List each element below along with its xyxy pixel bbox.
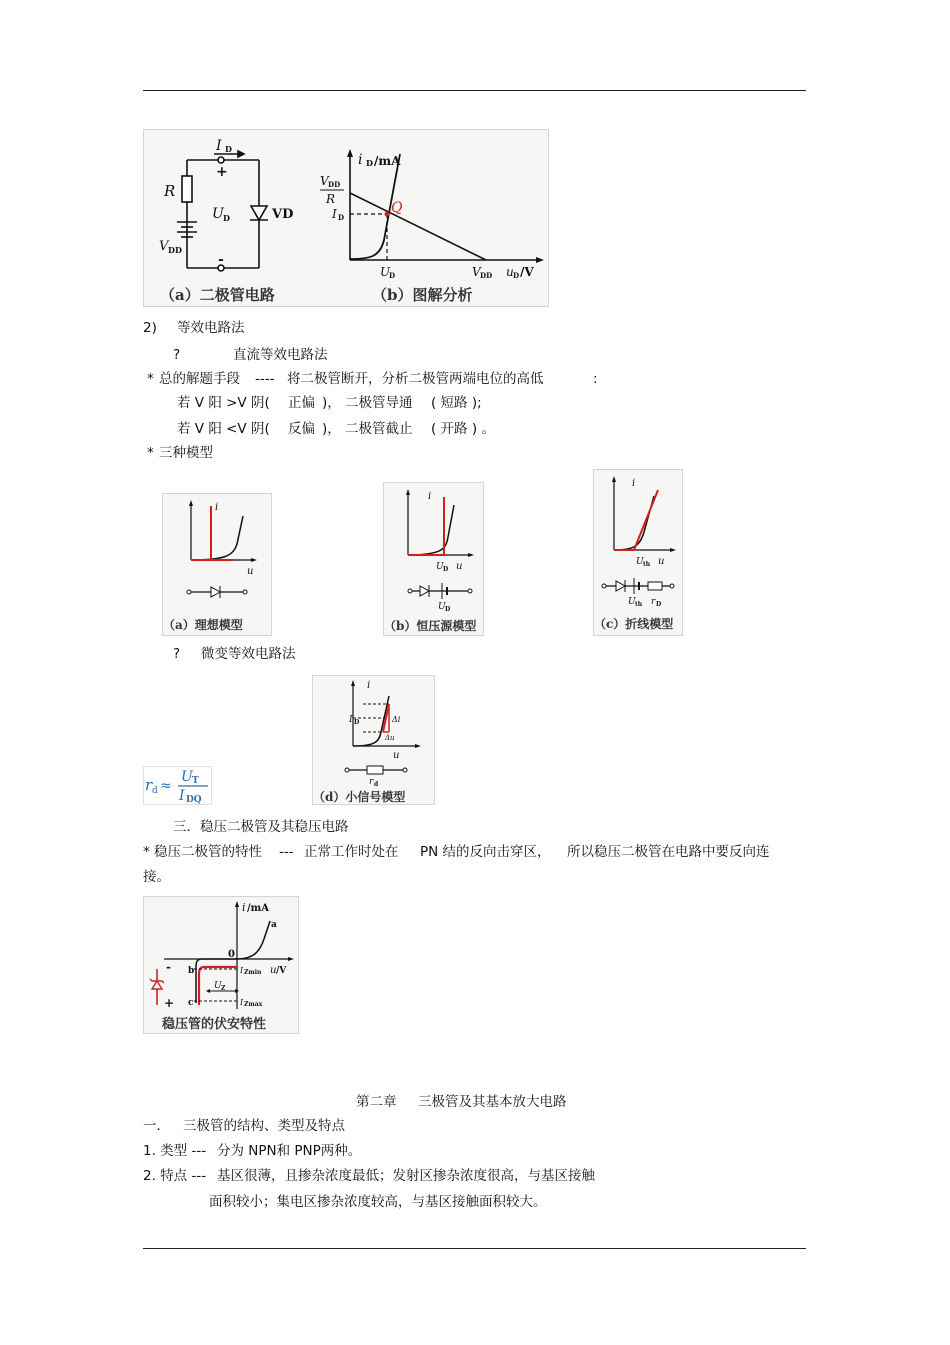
source-sub: DD — [168, 245, 182, 255]
piecewise-linear-model-drawing — [594, 470, 682, 635]
zener-section-title: 三．稳压二极管及其稳压电路 — [173, 819, 349, 835]
zener-text-e: 接。 — [143, 869, 170, 885]
method-star: * — [147, 371, 154, 387]
zener-origin-label: 0 — [228, 949, 235, 960]
pl-u-label: u — [658, 556, 665, 567]
condition-reverse-a: 若 V 阳 <V 阴( — [177, 421, 270, 437]
zener-plus-label: + — [164, 996, 175, 1010]
zener-izmin-sub: Zmin — [244, 969, 262, 976]
condition-reverse-b: 反偏 — [288, 421, 315, 437]
footer-rule — [143, 1248, 806, 1249]
section-title-equivalent: 等效电路法 — [177, 320, 245, 336]
method-dash: ---- — [255, 371, 275, 387]
source-label: V — [159, 239, 169, 254]
graph-vdd-x-label: V — [472, 265, 481, 279]
diode-circuit-figure — [143, 129, 549, 307]
ideal-model-drawing — [163, 494, 271, 635]
graph-vdd-sub: DD — [328, 180, 341, 189]
formula-denominator: I — [179, 788, 185, 804]
method-colon: : — [593, 371, 598, 387]
graph-vdd-x-sub: DD — [480, 271, 493, 280]
feature-body-2: 面积较小；集电区掺杂浓度较高，与基区接触面积较大。 — [209, 1194, 547, 1210]
q-point-label: Q — [391, 200, 403, 216]
zener-izmax-sub: Zmax — [244, 1001, 263, 1008]
graph-y-sub: D — [366, 158, 373, 168]
ss-i-label: i — [367, 680, 371, 691]
pl-rd-sub: D — [656, 601, 662, 608]
graph-id-label: I — [332, 207, 337, 221]
zener-y-label: i — [242, 901, 246, 914]
cv-ud-label: U — [436, 562, 444, 572]
graph-y-label: i — [358, 152, 363, 168]
ss-id-sub: D — [354, 719, 360, 726]
zener-diode-symbol — [150, 969, 164, 1005]
graph-vdd-label: V — [320, 174, 329, 188]
caption-ideal-model: （a）理想模型 — [163, 618, 243, 632]
zener-y-unit: /mA — [247, 903, 269, 914]
section-number: 2) — [143, 320, 157, 336]
formula-numerator-sub: T — [192, 776, 199, 786]
ideal-i-label: i — [215, 502, 219, 513]
cv-ud-sub-2: D — [445, 606, 451, 613]
piecewise-linear-model-figure — [593, 469, 683, 636]
header-rule — [143, 90, 806, 91]
diode-label: VD — [272, 207, 294, 222]
cv-i-label: i — [428, 491, 432, 502]
caption-small-signal-model: （d）小信号模型 — [313, 790, 406, 804]
ss-rd-sub: d — [374, 781, 379, 788]
condition-forward-c: )， 二极管导通 — [322, 395, 413, 411]
zener-x-unit: /V — [276, 966, 287, 976]
voltage-label: U — [212, 206, 224, 222]
zener-text-c: PN 结的反向击穿区， — [420, 844, 551, 860]
graph-id-sub: D — [338, 213, 345, 222]
formula-lhs: r — [145, 776, 153, 794]
pl-rd-label: r — [651, 597, 656, 607]
caption-graphical-analysis: （b）图解分析 — [372, 286, 473, 304]
formula-denominator-sub: DQ — [186, 795, 202, 804]
constant-voltage-model-figure — [383, 482, 484, 636]
formula-approx: ≈ — [160, 778, 172, 794]
zener-text-d: 所以稳压二极管在电路中要反向连 — [567, 844, 770, 860]
zener-izmin-label: I — [240, 966, 244, 975]
zener-text-dash: --- — [279, 844, 294, 860]
zener-c-label: c — [188, 998, 194, 1008]
models-star: * — [147, 445, 154, 461]
pl-uth-label-2: U — [628, 597, 636, 607]
method-label: 总的解题手段 — [159, 371, 240, 387]
resistor-label: R — [164, 182, 176, 200]
condition-reverse-d: ( 开路 ) 。 — [431, 421, 495, 437]
circuit-current-sub: D — [225, 144, 232, 154]
graph-x-unit: /V — [520, 265, 534, 279]
condition-forward-b: 正偏 — [288, 395, 315, 411]
zener-b-label: b — [188, 966, 195, 976]
zener-a-label: a — [271, 920, 277, 930]
pl-uth-sub-2: th — [635, 601, 643, 608]
ss-rd-label: r — [369, 777, 374, 787]
zener-text-b: 正常工作时处在 — [304, 844, 399, 860]
condition-reverse-c: )， 二极管截止 — [322, 421, 413, 437]
caption-constant-voltage-model: （b）恒压源模型 — [384, 619, 477, 633]
pl-i-label: i — [632, 478, 636, 489]
condition-forward-d: ( 短路 ); — [431, 395, 482, 411]
feature-body-1: 基区很薄，且掺杂浓度最低；发射区掺杂浓度很高，与基区接触 — [217, 1168, 595, 1184]
models-title: 三种模型 — [159, 445, 213, 461]
chapter-number: 第二章 — [356, 1094, 397, 1110]
caption-piecewise-linear-model: （c）折线模型 — [594, 617, 674, 631]
formula-lhs-sub: d — [152, 786, 158, 796]
type-label: 1. 类型 --- — [143, 1143, 207, 1159]
condition-forward-a: 若 V 阳 >V 阴( — [177, 395, 270, 411]
ac-title: 微变等效电路法 — [201, 646, 296, 662]
method-body: 将二极管断开，分析二极管两端电位的高低 — [287, 371, 544, 387]
dc-title: 直流等效电路法 — [233, 347, 328, 363]
rd-formula-drawing — [144, 767, 211, 804]
zener-minus-label: - — [166, 960, 171, 974]
graph-x-label: u — [506, 265, 514, 279]
ss-id-label: I — [349, 715, 353, 725]
section-one-title: 三极管的结构、类型及特点 — [183, 1118, 345, 1134]
zener-izmax-label: I — [240, 998, 244, 1007]
dc-mark: ? — [173, 347, 181, 363]
zener-text-a: * 稳压二极管的特性 — [143, 844, 263, 860]
graph-x-sub: D — [513, 271, 520, 280]
caption-diode-circuit: （a）二极管电路 — [160, 286, 275, 304]
cv-ud-sub: D — [443, 566, 449, 573]
ac-mark: ? — [173, 646, 181, 662]
zener-iv-figure — [143, 896, 299, 1034]
ss-u-label: u — [393, 750, 400, 761]
voltage-sub: D — [223, 213, 230, 223]
cv-ud-label-2: U — [438, 602, 446, 612]
ideal-u-label: u — [247, 566, 254, 577]
diode-circuit-drawing — [144, 130, 548, 306]
zener-x-label: u — [270, 965, 277, 976]
chapter-title: 三极管及其基本放大电路 — [418, 1094, 567, 1110]
graph-r-label: R — [326, 192, 336, 206]
graph-y-unit: /mA — [374, 154, 401, 168]
small-signal-model-drawing — [313, 676, 434, 804]
graph-ud-sub: D — [389, 271, 396, 280]
small-signal-model-figure — [312, 675, 435, 805]
rd-formula — [143, 766, 212, 805]
ss-di-label: Δi — [392, 715, 401, 724]
section-one-number: 一． — [143, 1118, 170, 1134]
circuit-plus: + — [216, 164, 228, 180]
constant-voltage-model-drawing — [384, 483, 483, 635]
graph-ud-label: U — [380, 265, 391, 279]
formula-numerator: U — [181, 769, 193, 785]
zener-uz-label: U — [214, 981, 222, 991]
circuit-minus: - — [218, 252, 224, 268]
cv-u-label: u — [456, 561, 463, 572]
pl-uth-label: U — [636, 557, 644, 567]
pl-uth-sub: th — [643, 561, 651, 568]
ss-du-label: Δu — [385, 734, 395, 742]
zener-uz-sub: Z — [221, 985, 226, 992]
caption-zener-iv: 稳压管的伏安特性 — [162, 1017, 267, 1032]
circuit-current-label: I — [216, 138, 222, 154]
ideal-model-figure — [162, 493, 272, 636]
type-body: 分为 NPN和 PNP两种。 — [217, 1143, 362, 1159]
feature-label: 2. 特点 --- — [143, 1168, 207, 1184]
